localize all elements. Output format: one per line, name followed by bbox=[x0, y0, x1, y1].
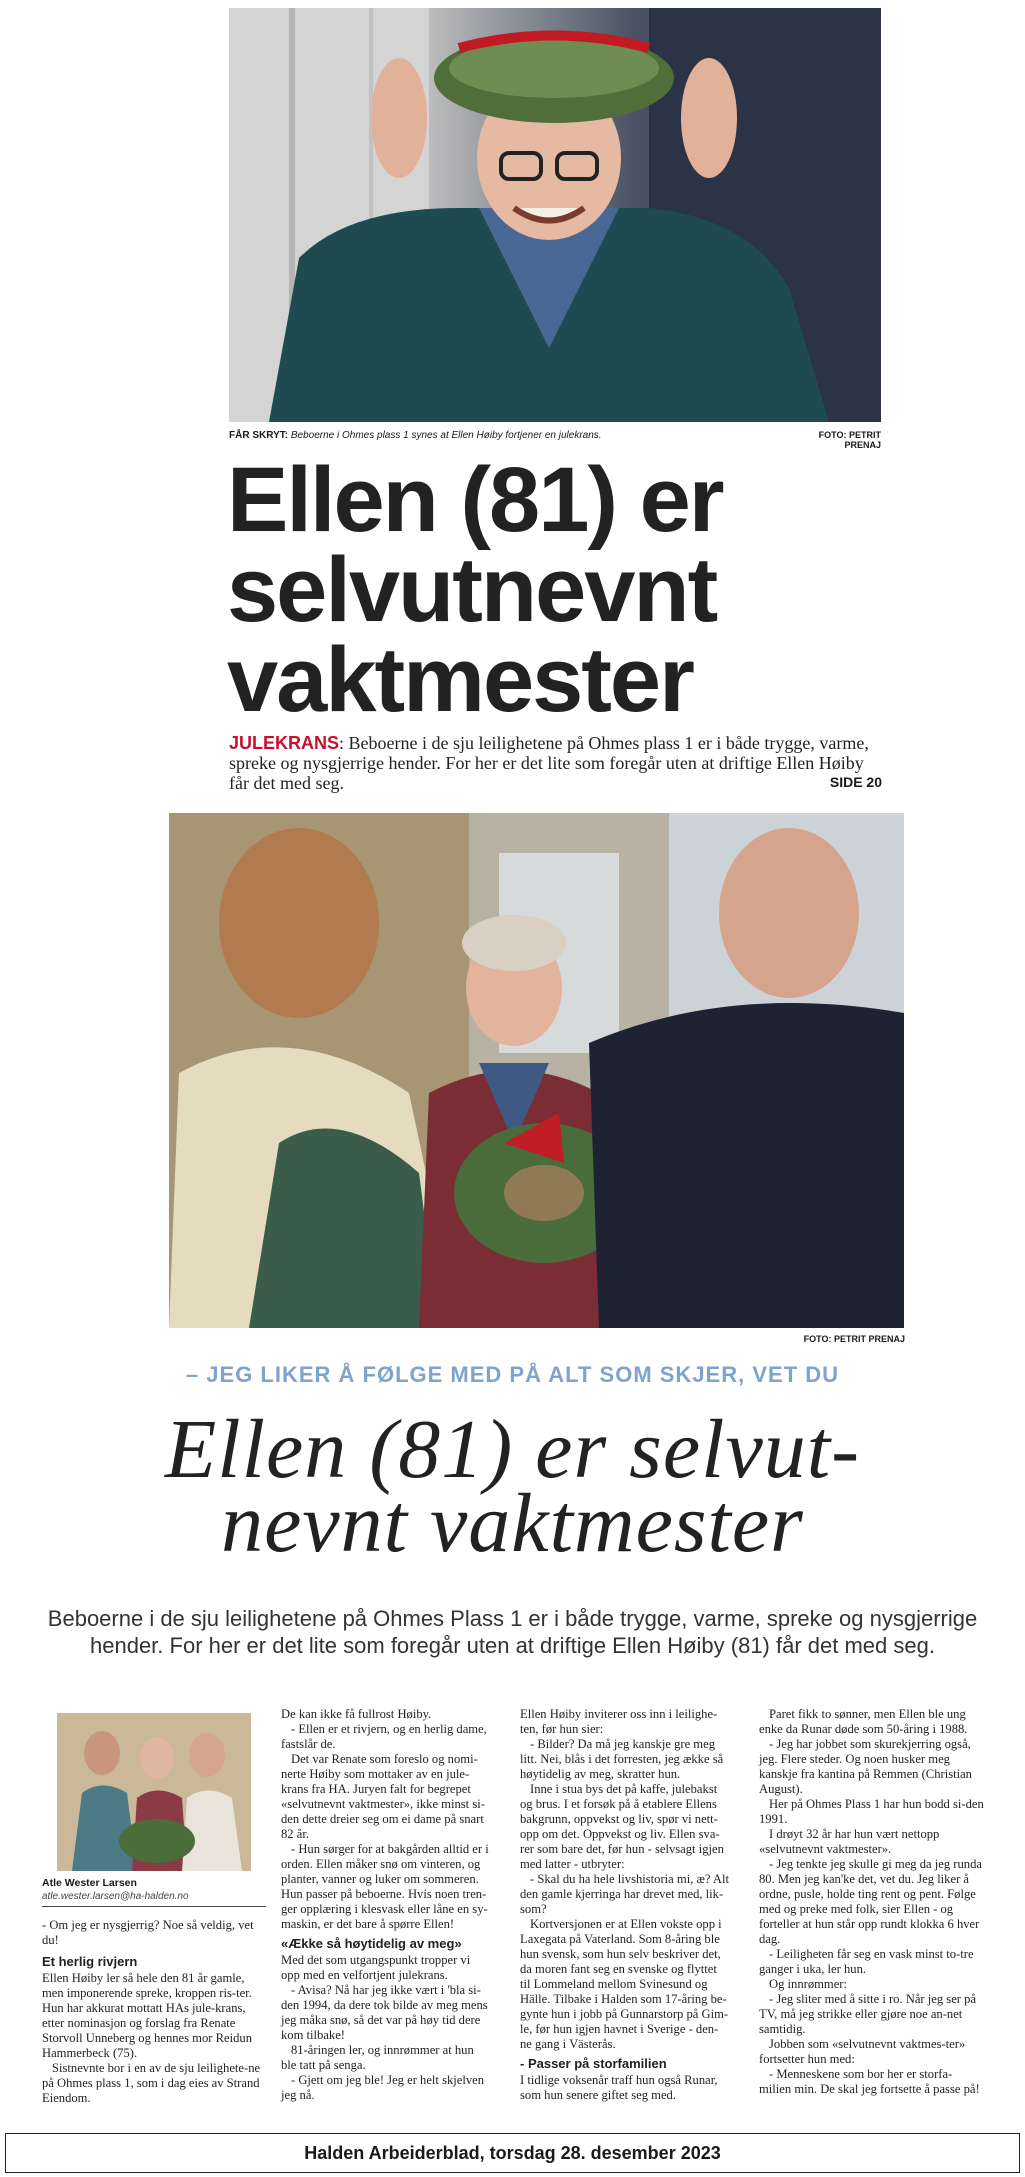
lead-photo-wreath-on-head bbox=[229, 8, 881, 422]
feature-headline-line: nevnt vaktmester bbox=[221, 1477, 804, 1570]
paragraph: Sistnevnte bor i en av de sju leilighete-ne på Ohmes plass 1, som i dag eies av Strand Eiendom. bbox=[42, 2061, 261, 2105]
paragraph: De kan ikke få fullrost Høiby. bbox=[281, 1707, 432, 1721]
paragraph: 81-åringen ler, og innrømmer at hun ble tatt på senga. bbox=[281, 2043, 474, 2072]
paragraph: - Jeg sliter med å sitte i ro. Når jeg ser på TV, må jeg strikke eller gjøre noe an-net samtidig. bbox=[759, 1992, 977, 2036]
paragraph: - Menneskene som bor her er storfa-milien min. De skal jeg fortsette å passe på! bbox=[759, 2067, 980, 2096]
byline-photo-illustration bbox=[57, 1713, 251, 1871]
subheading: «Ække så høytidelig av meg» bbox=[281, 1936, 462, 1951]
paragraph: Inne i stua bys det på kaffe, julebakst og brus. I et forsøk på å etablere Ellens bakgrunn, oppvekst og liv, spør vi nett-opp om det. Oppvekst og liv. Ellen sva-rer som bare det, før hun - selvsagt igjen med latter - utbryter: bbox=[520, 1782, 724, 1871]
lead-photo-illustration bbox=[229, 8, 881, 422]
paragraph: - Jeg tenkte jeg skulle gi meg da jeg runda 80. Men jeg kan'ke det, vet du. Jeg liker å ordne, pusle, holde ting rent og pent. Følge med og preke med folk, sier Ellen - og forteller at hun står opp rundt klokka 6 hver dag. bbox=[759, 1857, 982, 1946]
paragraph: Og innrømmer: bbox=[769, 1977, 847, 1991]
paragraph: Ellen Høiby inviterer oss inn i leilighe-ten, før hun sier: bbox=[520, 1707, 718, 1736]
headline-line: selvutnevnt bbox=[227, 539, 717, 641]
paragraph: - Ellen er et rivjern, og en herlig dame, fastslår de. bbox=[281, 1722, 487, 1751]
paragraph: - Bilder? Da må jeg kanskje gre meg litt. Nei, blås i det forresten, jeg ække så høytidelig av meg, skratter hun. bbox=[520, 1737, 724, 1781]
feature-headline-line: Ellen (81) er selvut- bbox=[164, 1403, 861, 1496]
paragraph: - Skal du ha hele livshistoria mi, æ? Alt den gamle kjerringa har drevet med, lik-som? bbox=[520, 1872, 730, 1916]
headline-line: Ellen (81) er bbox=[227, 449, 723, 551]
subheading: Et herlig rivjern bbox=[42, 1954, 138, 1969]
paragraph: Det var Renate som foreslo og nomi-nerte Høiby som mottaker av en jule-krans fra HA. Juryen falt for begrepet «selvutnevnt vaktmester», ikke minst si-den dette dreier seg om ei dame på snart 82 år. bbox=[281, 1752, 485, 1841]
article-column-2 bbox=[281, 1707, 491, 2103]
paragraph: - Om jeg er nysgjerrig? Noe så veldig, vet du! bbox=[42, 1918, 254, 1947]
byline-photo bbox=[57, 1713, 251, 1871]
caption-label: FÅR SKRYT: bbox=[229, 430, 289, 441]
handover-photo-illustration bbox=[169, 813, 904, 1328]
paragraph: I drøyt 32 år har hun vært nettopp «selvutnevnt vaktmester». bbox=[759, 1827, 940, 1856]
paragraph: Kortversjonen er at Ellen vokste opp i Laxegata på Vaterland. Som 8-åring ble hun svensk, som hun selv beskriver det, da moren fant seg en svenske og flyttet til Lommeland mellom Svinesund og Hälle. Tilbake i Halden som 17-åring be-gynte hun i jobb på Gunnarstorp på Gim-le, før hun igjen havnet i Sverige - den-ne gang i Västerås. bbox=[520, 1917, 729, 2051]
paragraph: - Leiligheten får seg en vask minst to-tre ganger i uka, ler hun. bbox=[759, 1947, 974, 1976]
paragraph: Paret fikk to sønner, men Ellen ble ung enke da Runar døde som 50-åring i 1988. bbox=[759, 1707, 968, 1736]
photo-credit: FOTO: PETRIT PRENAJ bbox=[818, 430, 881, 450]
paragraph: Ellen Høiby ler så hele den 81 år gamle, men imponerende spreke, kroppen ris-ter. Hun har akkurat mottatt HAs jule-krans, etter nominasjon og forslag fra Renate Storvoll Unneberg og hennes mor Reidun Hammerbeck (75). bbox=[42, 1971, 252, 2060]
photo-credit-2: FOTO: PETRIT PRENAJ bbox=[803, 1334, 905, 1344]
caption-text: Beboerne i Ohmes plass 1 synes at Ellen Høiby fortjener en julekrans. bbox=[288, 430, 602, 441]
publication-footer: Halden Arbeiderblad, torsdag 28. desember 2023 bbox=[5, 2133, 1020, 2173]
page-reference: SIDE 20 bbox=[829, 774, 882, 790]
headline-line: vaktmester bbox=[227, 629, 693, 731]
paragraph: Her på Ohmes Plass 1 har hun bodd si-den 1991. bbox=[759, 1797, 984, 1826]
photo-caption bbox=[229, 430, 709, 441]
teaser-kicker: JULEKRANS bbox=[229, 733, 340, 753]
subheading: - Passer på storfamilien bbox=[520, 2056, 667, 2071]
paragraph: - Hun sørger for at bakgården alltid er i orden. Ellen måker snø om vinteren, og planter, vanner og luker om sommeren. Hun passer på beboerne. Hvis noen tren-ger opplæring i klesvask eller låne en sy-maskin, er det bare å spørre Ellen! bbox=[281, 1842, 489, 1931]
paragraph: - Avisa? Nå har jeg ikke vært i 'bla si-den 1994, da dere tok bilde av meg mens jeg måka snø, så det var på høy tid dere kom tilbake! bbox=[281, 1983, 488, 2042]
byline-email[interactable]: atle.wester.larsen@ha-halden.no bbox=[42, 1891, 189, 1902]
paragraph: - Jeg har jobbet som skurekjerring også, jeg. Flere steder. Og noen husker meg kanskje fra kantina på Remmen (Christian August). bbox=[759, 1737, 972, 1796]
front-headline bbox=[227, 449, 867, 731]
wreath-handover-photo bbox=[169, 813, 904, 1328]
byline-name: Atle Wester Larsen bbox=[42, 1877, 137, 1889]
article-column-1 bbox=[42, 1918, 266, 2106]
paragraph: - Gjett om jeg ble! Jeg er helt skjelven jeg nå. bbox=[281, 2073, 485, 2102]
byline-divider bbox=[42, 1906, 266, 1907]
pull-quote: – JEG LIKER Å FØLGE MED PÅ ALT SOM SKJER, VET DU bbox=[185, 1362, 840, 1387]
paragraph: Jobben som «selvutnevnt vaktmes-ter» fortsetter hun med: bbox=[759, 2037, 966, 2066]
paragraph: Med det som utgangspunkt tropper vi opp med en velfortjent julekrans. bbox=[281, 1953, 471, 1982]
feature-headline bbox=[60, 1403, 965, 1570]
article-column-4 bbox=[759, 1707, 984, 2097]
teaser-text bbox=[229, 733, 884, 793]
feature-lede: Beboerne i de sju leilighetene på Ohmes Plass 1 er i både trygge, varme, spreke og nysgjerrige hender. For her er det lite som foregår uten at driftige Ellen Høiby (81) får det med seg. bbox=[47, 1606, 978, 1658]
paragraph: I tidlige voksenår traff hun også Runar, som hun senere giftet seg med. bbox=[520, 2073, 718, 2102]
article-column-3 bbox=[520, 1707, 730, 2103]
teaser-body: : Beboerne i de sju leilighetene på Ohmes plass 1 er i både trygge, varme, spreke og nysgjerrige hender. For her er det lite som foregår uten at driftige Ellen Høiby får det med seg. bbox=[229, 733, 869, 793]
